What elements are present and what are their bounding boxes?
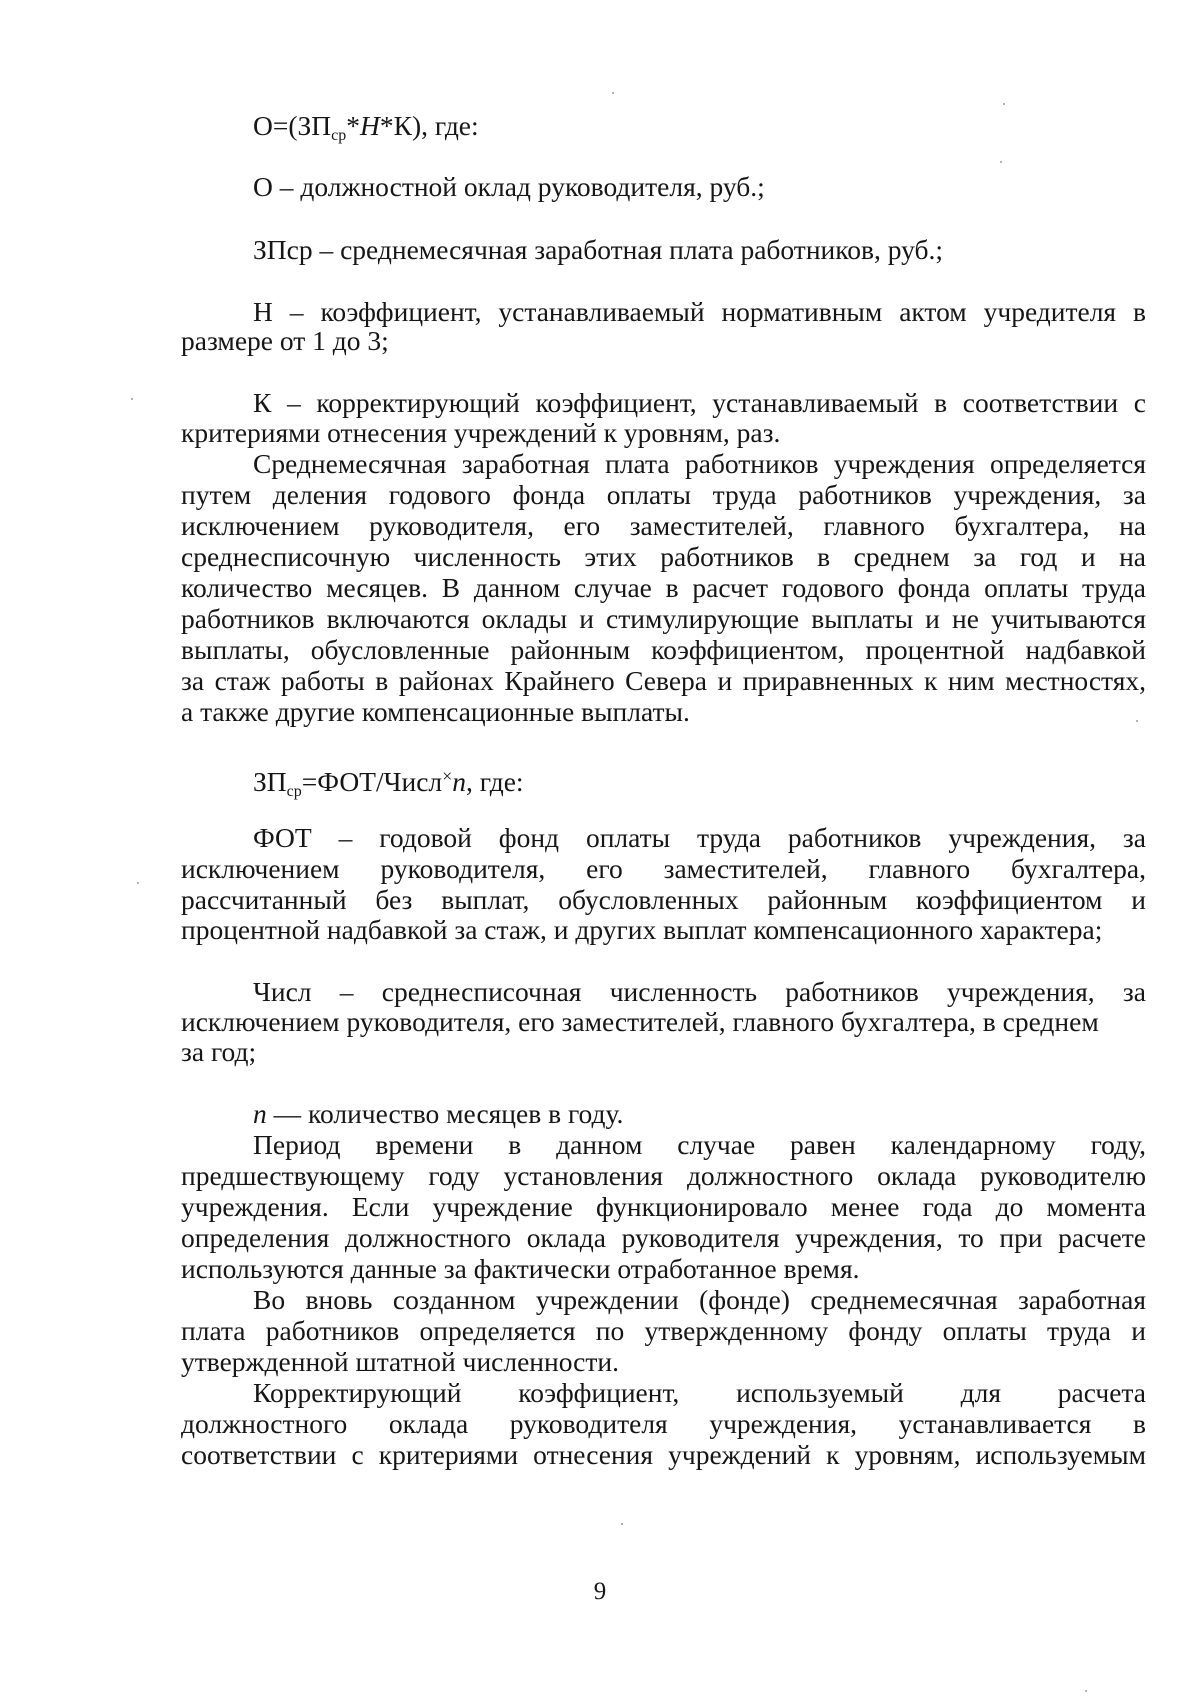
paragraph-line: используются данные за фактически отработанное время. <box>181 1253 860 1284</box>
paragraph-line: Корректирующий коэффициент, используемый для расчета <box>253 1377 1146 1408</box>
definition-line: ЗПср – среднемесячная заработная плата работников, руб.; <box>253 234 943 265</box>
formula-variable: n <box>253 1098 267 1129</box>
definition-line <box>253 1097 1146 1130</box>
scan-speck <box>612 92 614 94</box>
formula-subscript: ср <box>331 127 347 144</box>
paragraph-line: а также другие компенсационные выплаты. <box>181 696 690 727</box>
scan-speck <box>1136 720 1138 722</box>
formula-text: О=(ЗП <box>253 110 332 141</box>
scan-speck <box>137 882 139 884</box>
scan-speck <box>1085 1690 1087 1692</box>
paragraph-line: плата работников определяется по утвержденному фонду оплаты труда и <box>181 1315 1146 1346</box>
paragraph-line: исключением руководителя, его заместителей, главного бухгалтера, на <box>181 510 1146 541</box>
formula-subscript: ср <box>286 783 302 800</box>
formula-average-salary <box>253 760 1146 808</box>
definition-line: Числ – среднесписочная численность работников учреждения, за <box>253 976 1146 1007</box>
formula-variable: n <box>452 766 467 797</box>
definition-line: исключением руководителя, его заместителей, главного бухгалтера, <box>181 853 1146 884</box>
formula-text: , где: <box>466 766 524 797</box>
definition-line: процентной надбавкой за стаж, и других выплат компенсационного характера; <box>181 914 1103 945</box>
definition-line: К – корректирующий коэффициент, устанавливаемый в соответствии с <box>253 387 1146 418</box>
definition-line: критериями отнесения учреждений к уровням, раз. <box>181 417 781 448</box>
definition-line: за год; <box>181 1036 257 1067</box>
paragraph-line: работников включаются оклады и стимулирующие выплаты и не учитываются <box>181 603 1146 634</box>
definition-line: Н – коэффициент, устанавливаемый нормативным актом учредителя в <box>253 296 1146 327</box>
paragraph-line: учреждения. Если учреждение функционировало менее года до момента <box>181 1191 1146 1222</box>
formula-text: =ФОТ/Числ <box>301 766 443 797</box>
definition-line: рассчитанный без выплат, обусловленных районным коэффициентом и <box>181 884 1146 915</box>
scan-speck <box>131 398 133 400</box>
scan-speck <box>1000 161 1002 163</box>
paragraph-line: путем деления годового фонда оплаты труда работников учреждения, за <box>181 479 1146 510</box>
definition-line: О – должностной оклад руководителя, руб.; <box>253 171 765 202</box>
paragraph-line: Период времени в данном случае равен календарному году, <box>253 1129 1146 1160</box>
scan-speck <box>621 1523 623 1525</box>
definition-line: исключением руководителя, его заместителей, главного бухгалтера, в среднем <box>181 1006 1099 1037</box>
definition-line: размере от 1 до 3; <box>181 325 389 356</box>
definition-line: ФОТ – годовой фонд оплаты труда работников учреждения, за <box>253 822 1146 853</box>
formula-salary <box>253 109 1146 152</box>
paragraph-line: соответствии с критериями отнесения учреждений к уровням, используемым <box>181 1439 1146 1470</box>
scan-speck <box>1003 103 1005 105</box>
formula-text: * <box>346 110 361 141</box>
paragraph-line: Во вновь созданном учреждении (фонде) среднемесячная заработная <box>253 1284 1146 1315</box>
formula-variable: Н <box>360 110 380 141</box>
page-number: 9 <box>593 1578 607 1605</box>
formula-text: ЗП <box>253 766 287 797</box>
paragraph-line: утвержденной штатной численности. <box>181 1346 619 1377</box>
definition-text: — количество месяцев в году. <box>266 1098 624 1129</box>
paragraph-line: предшествующему году установления должностного оклада руководителю <box>181 1160 1146 1191</box>
paragraph-line: среднесписочную численность этих работников в среднем за год и на <box>181 541 1146 572</box>
paragraph-line: должностного оклада руководителя учреждения, устанавливается в <box>181 1408 1146 1439</box>
paragraph-line: определения должностного оклада руководителя учреждения, то при расчете <box>181 1222 1146 1253</box>
paragraph-line: Среднемесячная заработная плата работников учреждения определяется <box>253 448 1146 479</box>
paragraph-line: количество месяцев. В данном случае в расчет годового фонда оплаты труда <box>181 572 1146 603</box>
paragraph-line: выплаты, обусловленные районным коэффициентом, процентной надбавкой <box>181 634 1146 665</box>
formula-text: *К), где: <box>379 110 479 141</box>
paragraph-line: за стаж работы в районах Крайнего Севера и приравненных к ним местностях, <box>181 665 1146 696</box>
formula-superscript: × <box>442 766 453 786</box>
